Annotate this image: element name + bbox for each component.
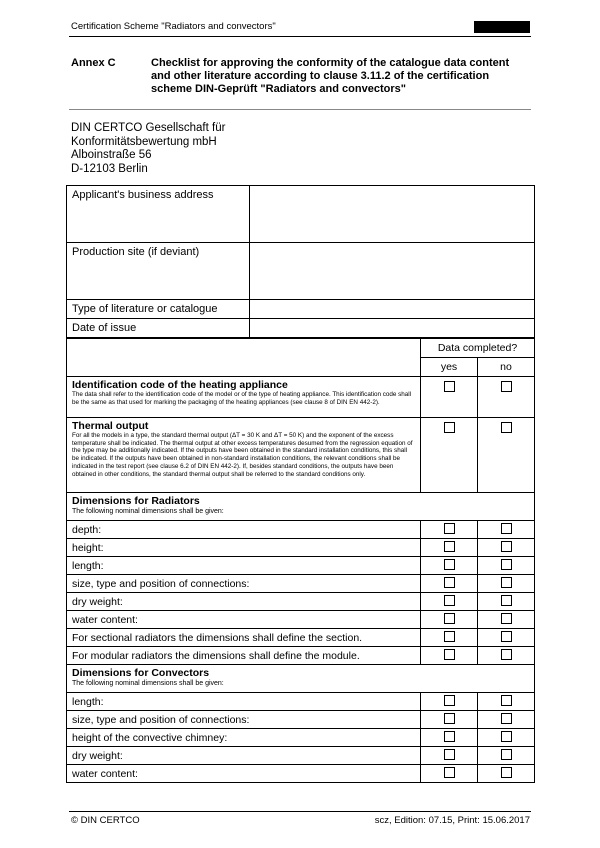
footer-divider [69,811,531,812]
identification-row [67,377,535,418]
thermal-output-title: Thermal output [72,420,149,432]
issue-date-field[interactable] [250,319,535,338]
radiator-item-yes-checkbox[interactable] [444,577,455,588]
radiator-item-no-checkbox[interactable] [501,577,512,588]
radiator-item-label: For modular radiators the dimensions shall define the module. [67,647,421,665]
table-row [67,711,535,729]
thermal-output-description: For all the models in a type, the standard thermal output (ΔT = 30 K and ΔT = 50 K) and the exponent of the excess temperature shall be indicated. The thermal output at other excess temperatures desumed from the regression equation of the type may be additionally indicated. If the outputs have been obtained in the standard installation conditions, this shall be indicated. If the outputs have been obtained in non-standard installation conditions, the relevant conditions shall be indicated in the test report (see clause 6.2 of DIN EN 442-2). If, besides standard conditions, the outputs have been obtained in other conditions, the standard thermal output shall be referred to the standard conditions only. [72,432,413,478]
convector-item-yes-checkbox[interactable] [444,695,455,706]
radiator-item-no-checkbox[interactable] [501,523,512,534]
address-line-3: Alboinstraße 56 [71,149,152,161]
radiator-item-yes-checkbox[interactable] [444,559,455,570]
applicant-address-field[interactable] [250,186,535,243]
radiator-item-label: For sectional radiators the dimensions shall define the section. [67,629,421,647]
radiator-item-yes-checkbox[interactable] [444,595,455,606]
convector-item-label: dry weight: [67,747,421,765]
annex-label: Annex C [71,57,116,69]
convector-item-no-checkbox[interactable] [501,749,512,760]
convectors-section-title: Dimensions for Convectors [72,667,210,679]
header-divider [69,36,531,37]
address-line-1: DIN CERTCO Gesellschaft für [71,122,226,134]
table-row [67,729,535,747]
convectors-section-description: The following nominal dimensions shall be given: [72,680,224,687]
radiator-item-label: size, type and position of connections: [67,575,421,593]
identification-yes-checkbox[interactable] [444,381,455,392]
yes-header: yes [421,358,478,377]
radiator-item-yes-checkbox[interactable] [444,631,455,642]
convector-item-label: height of the convective chimney: [67,729,421,747]
thermal-output-no-checkbox[interactable] [501,422,512,433]
radiator-item-no-checkbox[interactable] [501,559,512,570]
radiator-item-no-checkbox[interactable] [501,631,512,642]
radiator-item-yes-checkbox[interactable] [444,523,455,534]
table-row [67,693,535,711]
radiator-item-no-checkbox[interactable] [501,649,512,660]
header-redaction-box [474,21,530,33]
convector-item-label: length: [67,693,421,711]
literature-type-field[interactable] [250,300,535,319]
radiator-item-label: dry weight: [67,593,421,611]
applicant-address-label: Applicant's business address [67,186,250,243]
table-row [67,647,535,665]
radiator-item-label: height: [67,539,421,557]
convector-item-label: water content: [67,765,421,783]
table-row [67,539,535,557]
radiators-section-row [67,493,535,521]
convector-item-no-checkbox[interactable] [501,767,512,778]
literature-type-label: Type of literature or catalogue [67,300,250,319]
footer-edition: scz, Edition: 07.15, Print: 15.06.2017 [374,815,530,826]
radiators-section-description: The following nominal dimensions shall be given: [72,508,224,515]
table-row [67,521,535,539]
identification-description: The data shall refer to the identification code of the model or of the type of heating appliance. This identification code shall be the same as that used for marking the packaging of the heating appliances (see clause 8 of DIN EN 442-2). [72,391,412,406]
data-completed-header: Data completed? [421,339,535,358]
radiator-item-no-checkbox[interactable] [501,613,512,624]
convector-item-yes-checkbox[interactable] [444,713,455,724]
radiator-item-label: depth: [67,521,421,539]
convectors-section-row [67,665,535,693]
convector-item-yes-checkbox[interactable] [444,749,455,760]
no-header: no [478,358,535,377]
table-row [67,593,535,611]
radiator-item-no-checkbox[interactable] [501,541,512,552]
convector-item-no-checkbox[interactable] [501,731,512,742]
table-row [67,765,535,783]
applicant-form-table [66,185,535,338]
convector-item-label: size, type and position of connections: [67,711,421,729]
header-scheme-title: Certification Scheme "Radiators and convectors" [71,21,276,32]
radiator-item-no-checkbox[interactable] [501,595,512,606]
identification-no-checkbox[interactable] [501,381,512,392]
radiator-item-label: water content: [67,611,421,629]
convector-item-yes-checkbox[interactable] [444,731,455,742]
recipient-address [71,122,225,176]
issue-date-label: Date of issue [67,319,250,338]
radiator-item-label: length: [67,557,421,575]
convector-item-yes-checkbox[interactable] [444,767,455,778]
checklist-table [66,338,535,783]
table-row [67,747,535,765]
annex-title: Checklist for approving the conformity of the catalogue data content and other literature according to clause 3.11.2 of the certification scheme DIN-Geprüft "Radiators and convectors" [151,57,510,95]
footer-copyright: © DIN CERTCO [71,815,140,826]
title-divider [69,109,531,110]
address-line-2: Konformitätsbewertung mbH [71,135,217,148]
radiators-section-title: Dimensions for Radiators [72,495,200,507]
table-row [67,629,535,647]
thermal-output-row [67,418,535,493]
convector-item-no-checkbox[interactable] [501,713,512,724]
thermal-output-yes-checkbox[interactable] [444,422,455,433]
radiator-item-yes-checkbox[interactable] [444,541,455,552]
radiator-item-yes-checkbox[interactable] [444,649,455,660]
convector-item-no-checkbox[interactable] [501,695,512,706]
table-row [67,611,535,629]
radiator-item-yes-checkbox[interactable] [444,613,455,624]
table-row [67,557,535,575]
checklist-header-blank [67,339,421,377]
production-site-field[interactable] [250,243,535,300]
table-row [67,575,535,593]
address-line-4: D-12103 Berlin [71,162,148,175]
production-site-label: Production site (if deviant) [67,243,250,300]
identification-title: Identification code of the heating appliance [72,379,288,391]
